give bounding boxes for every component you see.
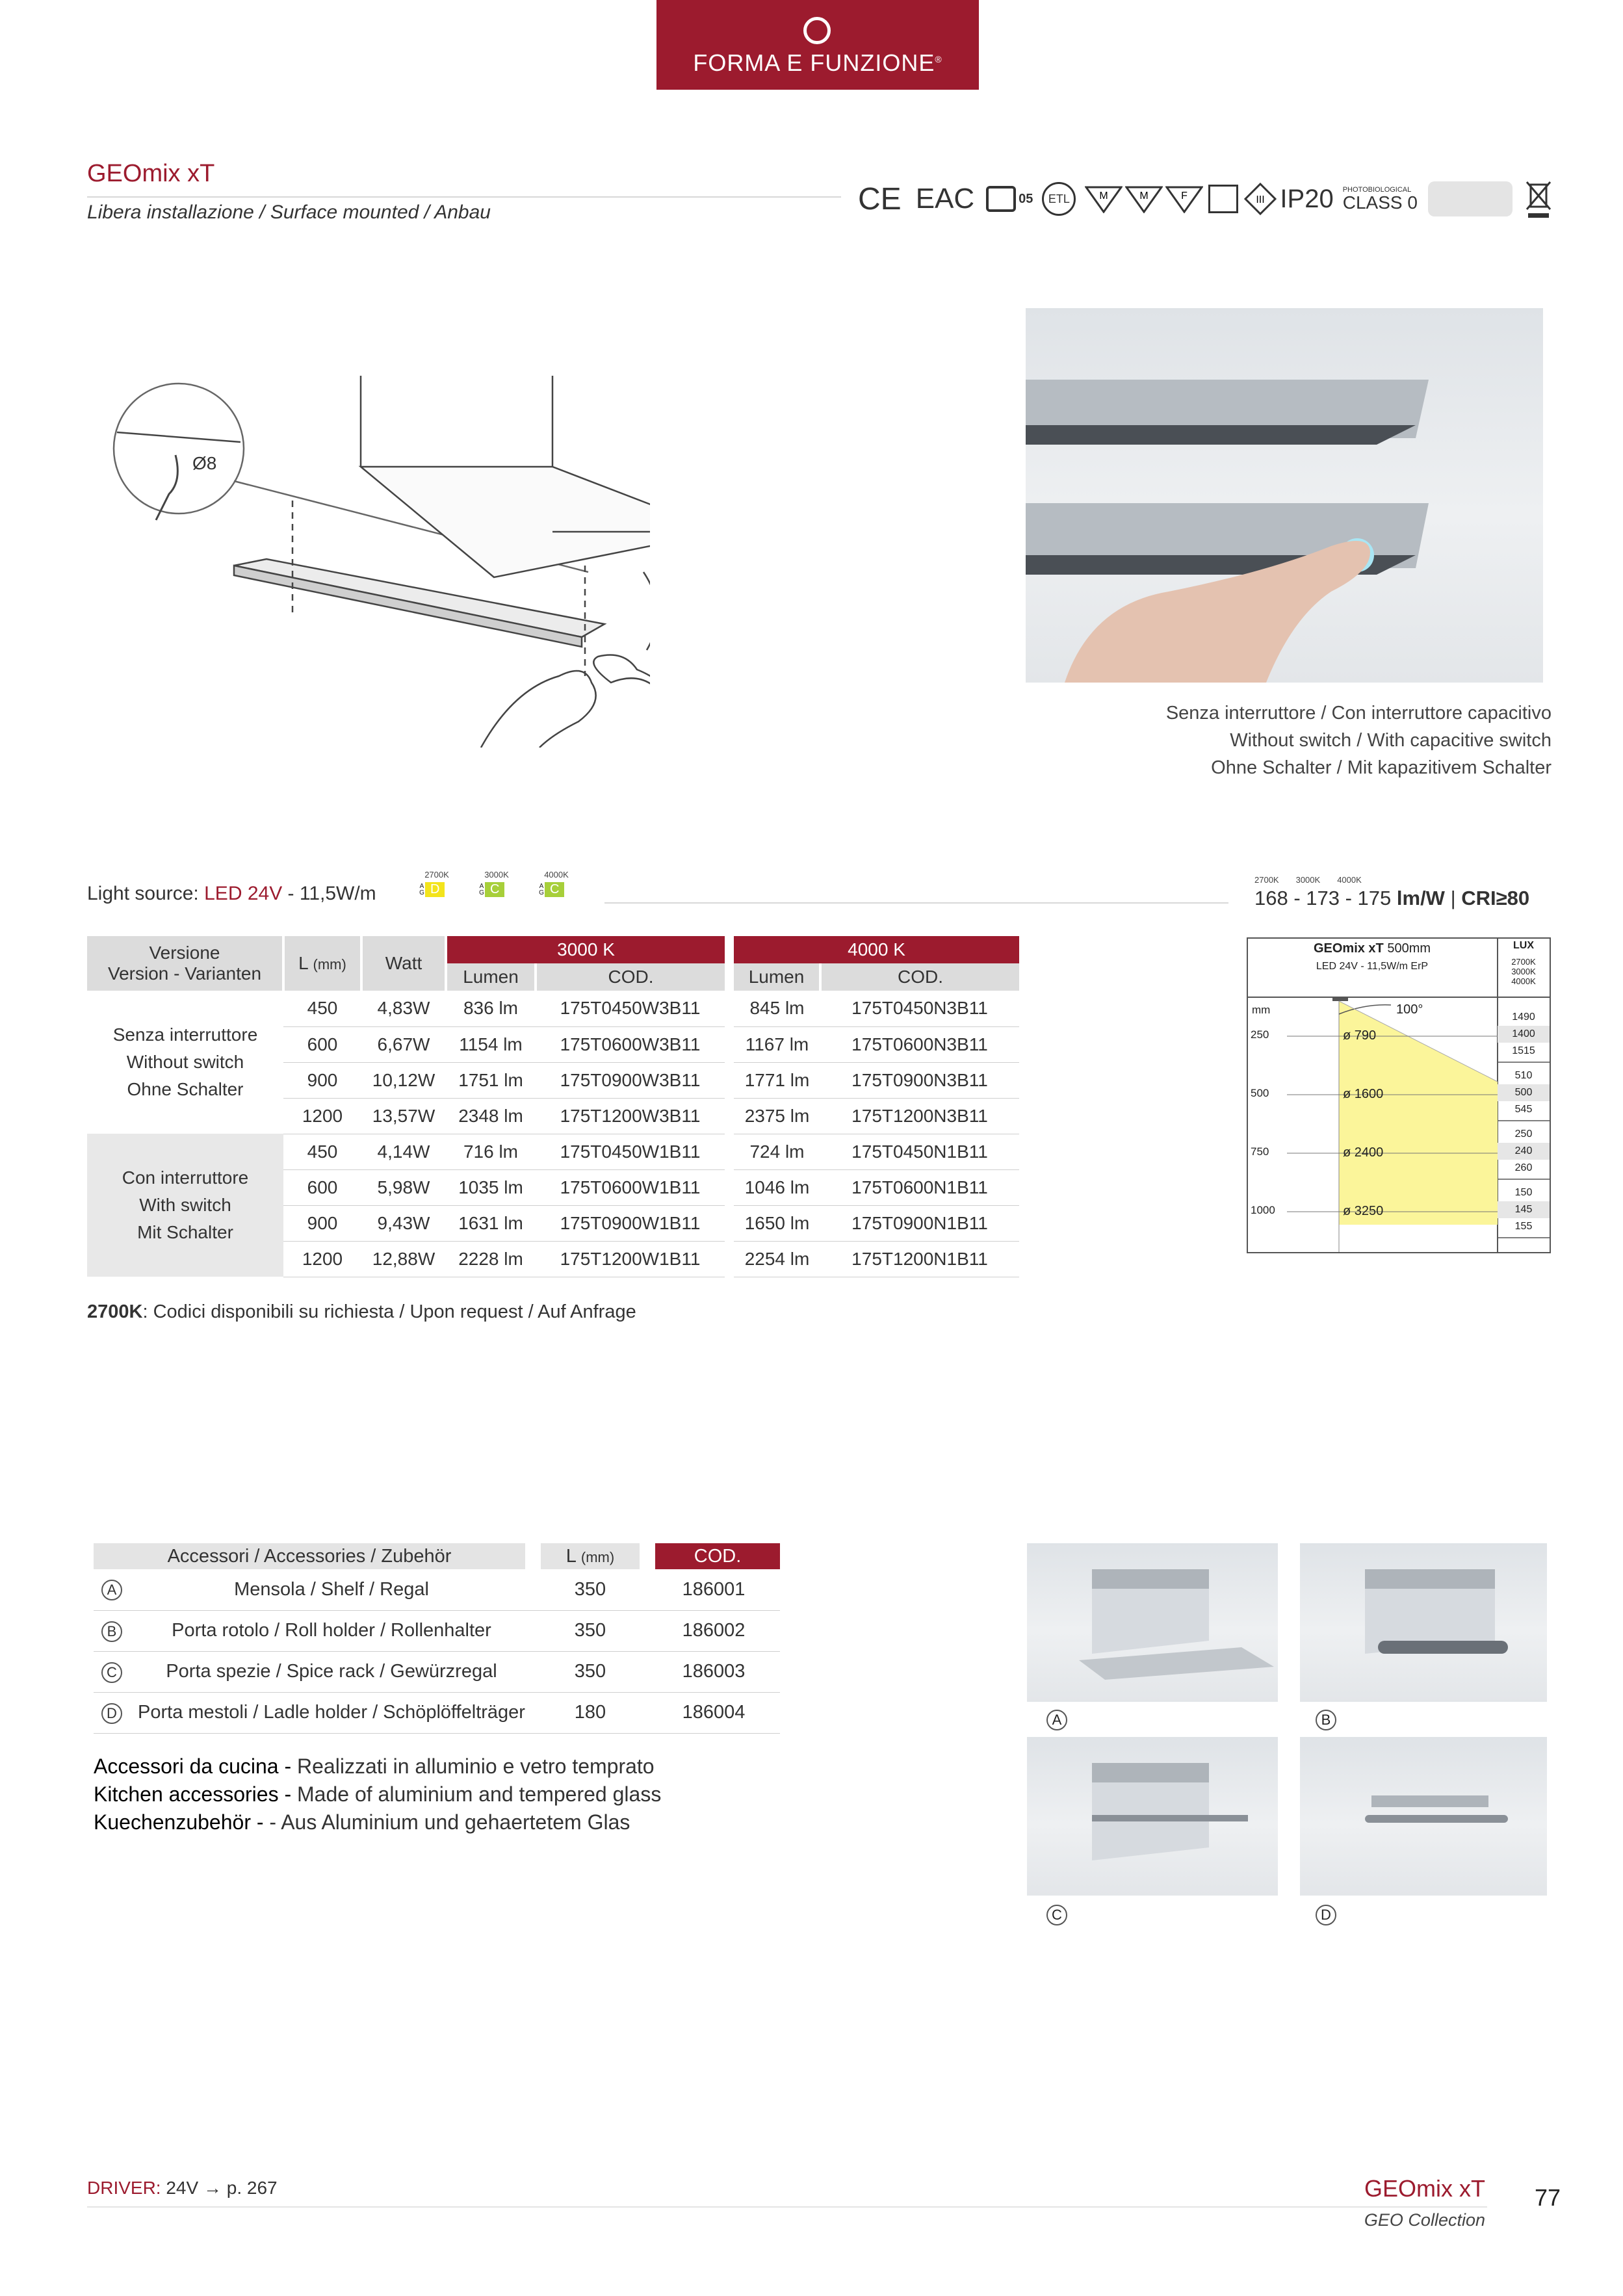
list-item <box>94 1610 845 1651</box>
lux-diameter: ø 2400 <box>1343 1145 1384 1160</box>
header-lumen-3000: Lumen <box>446 963 536 991</box>
table-cell: 175T1200W3B11 <box>536 1098 729 1134</box>
acc-note-it: Accessori da cucina - Realizzati in alluminio e vetro temprato <box>94 1755 655 1778</box>
accessory-letter: C <box>94 1651 130 1692</box>
lux-diameter: ø 3250 <box>1343 1204 1384 1218</box>
driver-info: DRIVER: 24V → p. 267 <box>87 2178 278 2198</box>
table-cell: 450 <box>283 1134 361 1169</box>
table-cell: 175T1200N3B11 <box>820 1098 1019 1134</box>
footer-collection: GEO Collection <box>1364 2210 1485 2230</box>
energy-label-3000: 3000K A G C <box>479 870 509 896</box>
photo-letter-c: C <box>1046 1905 1067 1925</box>
version-group-label: Senza interruttore Without switch Ohne Schalter <box>87 991 283 1134</box>
table-cell: 1154 lm <box>446 1026 536 1062</box>
svg-text:M: M <box>1099 190 1109 202</box>
table-row <box>87 1134 1019 1169</box>
lux-temps: 2700K 3000K 4000K <box>1511 957 1536 986</box>
lux-distance: 750 <box>1251 1145 1269 1158</box>
table-cell: 716 lm <box>446 1134 536 1169</box>
lux-values: 1490 1400 1515 <box>1498 1009 1550 1060</box>
acc-header-length: L (mm) <box>533 1543 647 1569</box>
accessory-code: 186002 <box>647 1610 780 1651</box>
accessory-name: Mensola / Shelf / Regal <box>130 1569 533 1610</box>
brand-logo-icon <box>803 17 831 44</box>
caption-it: Senza interruttore / Con interruttore capacitivo <box>1165 703 1552 724</box>
energy-labels <box>419 870 575 897</box>
header-cod-4000: COD. <box>820 963 1019 991</box>
table-cell: 175T0600W1B11 <box>536 1169 729 1205</box>
table-cell: 175T0600W3B11 <box>536 1026 729 1062</box>
table-cell: 175T0600N3B11 <box>820 1026 1019 1062</box>
table-cell: 2375 lm <box>729 1098 820 1134</box>
version-group-label: Con interruttore With switch Mit Schalter <box>87 1134 283 1277</box>
accessory-photo-c <box>1027 1737 1278 1896</box>
table-cell: 900 <box>283 1205 361 1241</box>
lux-chart <box>1247 937 1551 1253</box>
weee-bin-icon <box>1526 178 1552 220</box>
table-cell: 175T0450N3B11 <box>820 991 1019 1026</box>
ce-mark-icon: CE <box>858 181 902 216</box>
brand-header <box>656 0 979 90</box>
table-cell: 836 lm <box>446 991 536 1026</box>
table-cell: 175T1200N1B11 <box>820 1241 1019 1277</box>
lux-diameter: ø 790 <box>1343 1028 1377 1043</box>
accessory-length: 180 <box>533 1692 647 1733</box>
eac-mark-icon: EAC <box>915 183 975 215</box>
acc-header-name: Accessori / Accessories / Zubehör <box>94 1543 533 1569</box>
ip05-mark: 05 <box>1019 191 1033 206</box>
lux-values: 510 500 545 <box>1498 1067 1550 1118</box>
table-cell: 1167 lm <box>729 1026 820 1062</box>
accessory-photo-b <box>1300 1543 1547 1702</box>
lux-distance: 500 <box>1251 1087 1269 1099</box>
table-cell: 175T1200W1B11 <box>536 1241 729 1277</box>
table-cell: 450 <box>283 991 361 1026</box>
table-cell: 4,14W <box>361 1134 446 1169</box>
etl-mark-icon: ETL <box>1042 182 1076 216</box>
accessories-notes <box>94 1753 661 1836</box>
page-number: 77 <box>1534 2184 1561 2211</box>
product-photo <box>1026 308 1543 683</box>
accessories-table <box>94 1543 845 1734</box>
page-title: GEOmix xT <box>87 160 215 187</box>
efficacy-temps: 2700K 3000K 4000K <box>1254 875 1362 885</box>
accessory-letter: D <box>94 1692 130 1733</box>
header-cod-3000: COD. <box>536 963 729 991</box>
m-mark-icon <box>1085 185 1123 213</box>
lux-distance: 250 <box>1251 1028 1269 1041</box>
brand-name: FORMA E FUNZIONE® <box>693 49 942 76</box>
table-cell: 175T0450N1B11 <box>820 1134 1019 1169</box>
header-3000k: 3000 K <box>446 936 729 963</box>
header-lumen-4000: Lumen <box>729 963 820 991</box>
energy-mark-icon <box>986 186 1016 212</box>
lux-subtitle: LED 24V - 11,5W/m ErP <box>1316 961 1429 972</box>
table-cell: 1200 <box>283 1098 361 1134</box>
photo-letter-b: B <box>1316 1710 1336 1730</box>
list-item <box>94 1692 845 1733</box>
table-cell: 175T0600N1B11 <box>820 1169 1019 1205</box>
class-iii-mark-icon <box>1243 182 1277 216</box>
lux-distance: 1000 <box>1251 1204 1275 1216</box>
spec-table <box>87 936 1019 1277</box>
table-row <box>87 991 1019 1026</box>
thermal-mark-icon <box>1208 185 1238 213</box>
table-cell: 1631 lm <box>446 1205 536 1241</box>
energy-label-2700: 2700K A G D <box>419 870 449 896</box>
table-cell: 600 <box>283 1026 361 1062</box>
table-cell: 1771 lm <box>729 1062 820 1098</box>
lux-diameter: ø 1600 <box>1343 1087 1384 1101</box>
lux-unit: mm <box>1252 1004 1271 1016</box>
lux-values: 250 240 260 <box>1498 1126 1550 1177</box>
table-cell: 175T0450W1B11 <box>536 1134 729 1169</box>
lux-title: GEOmix xT 500mm <box>1313 941 1431 956</box>
table-cell: 12,88W <box>361 1241 446 1277</box>
diameter-label: Ø8 <box>192 453 217 473</box>
table-cell: 175T0900N3B11 <box>820 1062 1019 1098</box>
svg-text:III: III <box>1256 194 1266 205</box>
table-cell: 2228 lm <box>446 1241 536 1277</box>
table-cell: 845 lm <box>729 991 820 1026</box>
table-cell: 900 <box>283 1062 361 1098</box>
table-cell: 1751 lm <box>446 1062 536 1098</box>
accessory-name: Porta rotolo / Roll holder / Rollenhalter <box>130 1610 533 1651</box>
table-cell: 175T0900W1B11 <box>536 1205 729 1241</box>
light-source-divider <box>604 902 1228 904</box>
ip20-mark: IP20 <box>1280 184 1334 213</box>
lux-values: 150 145 155 <box>1498 1184 1550 1235</box>
table-cell: 175T0900W3B11 <box>536 1062 729 1098</box>
photobiological-mark: PHOTOBIOLOGICAL CLASS 0 <box>1342 185 1418 213</box>
photo-letter-d: D <box>1316 1905 1336 1925</box>
photo-caption <box>1166 699 1552 781</box>
table-cell: 175T0450W3B11 <box>536 991 729 1026</box>
table-cell: 9,43W <box>361 1205 446 1241</box>
table-cell: 724 lm <box>729 1134 820 1169</box>
table-cell: 6,67W <box>361 1026 446 1062</box>
efficacy: 168 - 173 - 175 lm/W | CRI≥80 <box>1254 887 1530 909</box>
caption-de: Ohne Schalter / Mit kapazitivem Schalter <box>1211 757 1552 778</box>
installation-drawing <box>104 371 650 748</box>
lamp-symbols-icon <box>1428 181 1513 216</box>
accessory-code: 186003 <box>647 1651 780 1692</box>
header-length: L (mm) <box>283 936 361 991</box>
table-cell: 4,83W <box>361 991 446 1026</box>
acc-note-en: Kitchen accessories - Made of aluminium and tempered glass <box>94 1782 662 1806</box>
table-cell: 1650 lm <box>729 1205 820 1241</box>
accessory-photo-a <box>1027 1543 1278 1702</box>
accessory-letter: A <box>94 1569 130 1610</box>
accessory-letter: B <box>94 1610 130 1651</box>
table-cell: 1046 lm <box>729 1169 820 1205</box>
accessory-length: 350 <box>533 1651 647 1692</box>
svg-text:M: M <box>1139 190 1149 202</box>
page-subtitle: Libera installazione / Surface mounted / Anbau <box>87 202 491 223</box>
lux-angle: 100° <box>1396 1002 1423 1017</box>
table-cell: 2254 lm <box>729 1241 820 1277</box>
spec-note: 2700K: Codici disponibili su richiesta / Upon request / Auf Anfrage <box>87 1301 636 1322</box>
table-cell: 2348 lm <box>446 1098 536 1134</box>
list-item <box>94 1569 845 1610</box>
svg-text:F: F <box>1181 190 1188 202</box>
table-cell: 175T0900N1B11 <box>820 1205 1019 1241</box>
accessory-name: Porta mestoli / Ladle holder / Schöplöffelträger <box>130 1692 533 1733</box>
lux-label: LUX <box>1513 940 1534 951</box>
accessory-length: 350 <box>533 1569 647 1610</box>
light-source: Light source: LED 24V - 11,5W/m <box>87 883 376 904</box>
certification-marks <box>858 179 1552 218</box>
header-4000k: 4000 K <box>729 936 1019 963</box>
caption-en: Without switch / With capacitive switch <box>1230 730 1552 751</box>
mm-mark-icon <box>1125 185 1163 213</box>
acc-header-cod: COD. <box>647 1543 780 1569</box>
acc-note-de: Kuechenzubehör - - Aus Aluminium und gehaertetem Glas <box>94 1810 630 1834</box>
list-item <box>94 1651 845 1692</box>
photo-letter-a: A <box>1046 1710 1067 1730</box>
accessory-name: Porta spezie / Spice rack / Gewürzregal <box>130 1651 533 1692</box>
header-version: Versione Version - Varianten <box>87 936 283 991</box>
table-cell: 13,57W <box>361 1098 446 1134</box>
table-cell: 600 <box>283 1169 361 1205</box>
accessory-code: 186004 <box>647 1692 780 1733</box>
table-cell: 5,98W <box>361 1169 446 1205</box>
table-cell: 10,12W <box>361 1062 446 1098</box>
footer-divider <box>87 2206 1487 2208</box>
energy-label-4000: 4000K A G C <box>539 870 569 896</box>
header-watt: Watt <box>361 936 446 991</box>
accessory-length: 350 <box>533 1610 647 1651</box>
table-cell: 1200 <box>283 1241 361 1277</box>
title-divider <box>87 196 841 198</box>
f-mark-icon <box>1165 185 1203 213</box>
accessory-photo-d <box>1300 1737 1547 1896</box>
accessory-code: 186001 <box>647 1569 780 1610</box>
footer-product: GEOmix xT <box>1364 2175 1485 2202</box>
table-cell: 1035 lm <box>446 1169 536 1205</box>
